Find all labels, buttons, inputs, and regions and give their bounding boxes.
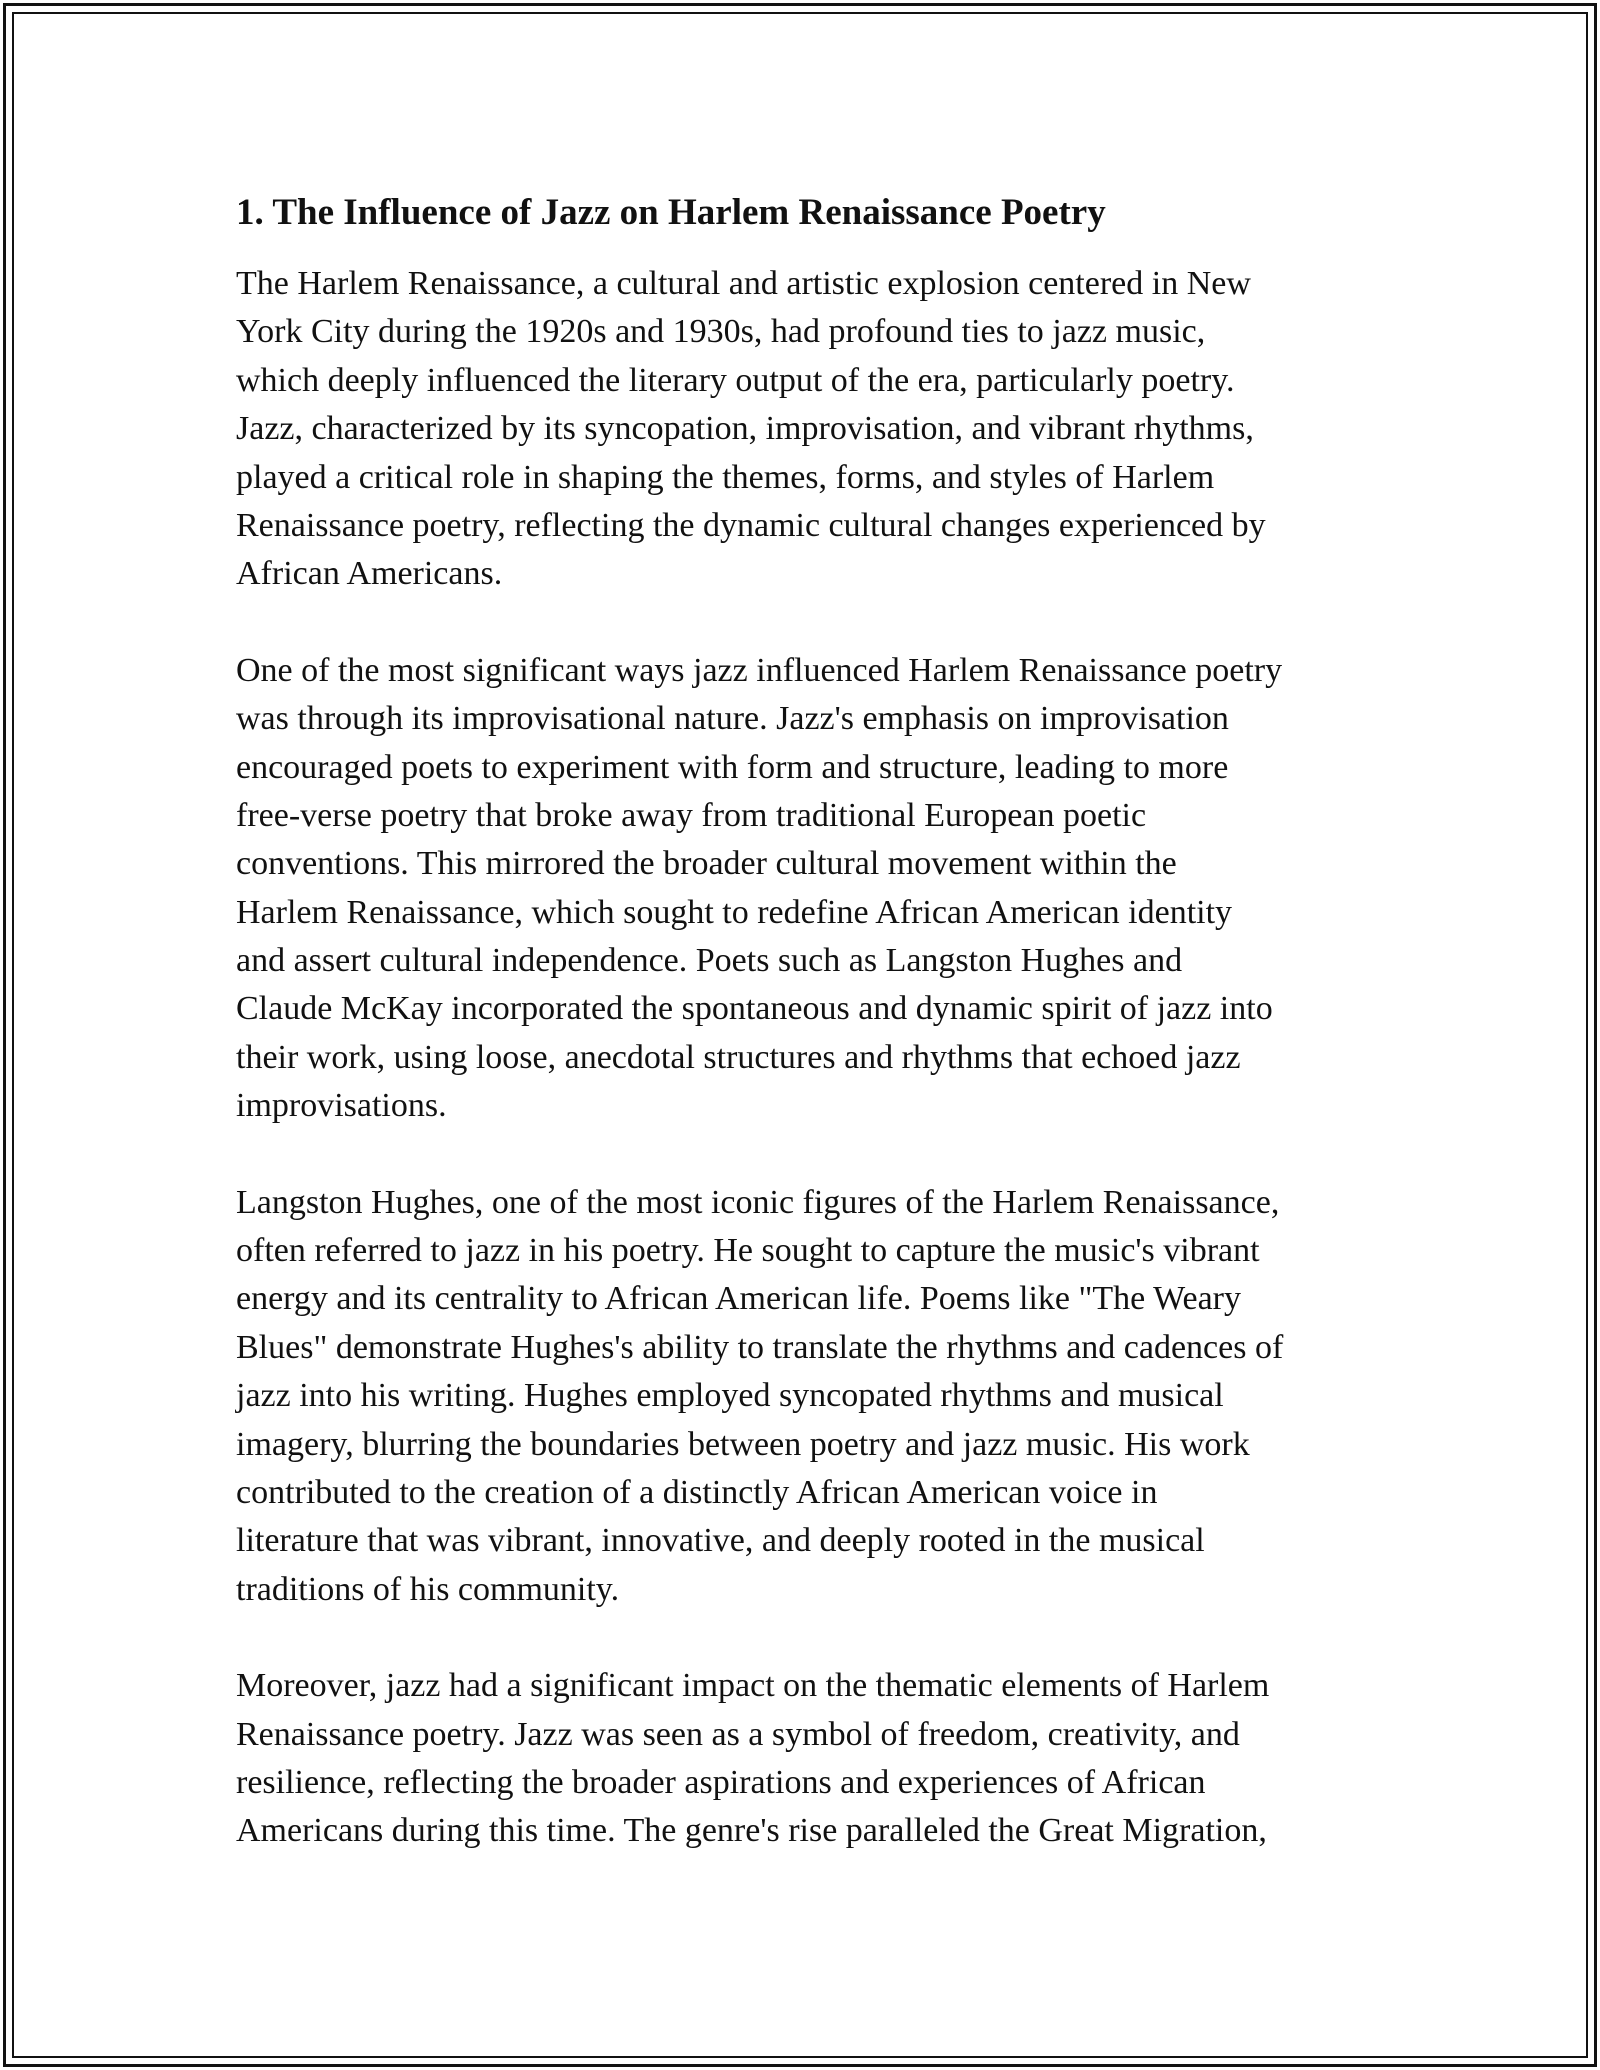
text-line: jazz into his writing. Hughes employed syncopated rhythms and musical bbox=[236, 1377, 1224, 1415]
text-line: was through its improvisational nature. Jazz's emphasis on improvisation bbox=[236, 700, 1229, 738]
text-line: York City during the 1920s and 1930s, had profound ties to jazz music, bbox=[236, 313, 1206, 351]
text-line: Jazz, characterized by its syncopation, improvisation, and vibrant rhythms, bbox=[236, 410, 1254, 448]
text-line: traditions of his community. bbox=[236, 1570, 620, 1608]
text-line: often referred to jazz in his poetry. He sought to capture the music's vibrant bbox=[236, 1232, 1260, 1270]
text-line: Blues" demonstrate Hughes's ability to translate the rhythms and cadences of bbox=[236, 1328, 1284, 1366]
paragraph-1 bbox=[236, 260, 1376, 599]
text-line: Renaissance poetry. Jazz was seen as a symbol of freedom, creativity, and bbox=[236, 1715, 1240, 1753]
text-line: African Americans. bbox=[236, 555, 503, 593]
text-line: encouraged poets to experiment with form and structure, leading to more bbox=[236, 748, 1229, 786]
text-line: played a critical role in shaping the themes, forms, and styles of Harlem bbox=[236, 458, 1215, 496]
text-line: Harlem Renaissance, which sought to redefine African American identity bbox=[236, 893, 1233, 931]
document-body bbox=[236, 186, 1376, 1904]
text-line: resilience, reflecting the broader aspirations and experiences of African bbox=[236, 1763, 1206, 1801]
text-line: literature that was vibrant, innovative, and deeply rooted in the musical bbox=[236, 1522, 1205, 1560]
text-line: conventions. This mirrored the broader cultural movement within the bbox=[236, 845, 1177, 883]
text-line: Claude McKay incorporated the spontaneous and dynamic spirit of jazz into bbox=[236, 990, 1273, 1028]
text-line: Americans during this time. The genre's rise paralleled the Great Migration, bbox=[236, 1812, 1267, 1850]
text-line: contributed to the creation of a distinctly African American voice in bbox=[236, 1473, 1158, 1511]
text-line: improvisations. bbox=[236, 1087, 447, 1125]
section-heading: 1. The Influence of Jazz on Harlem Renaissance Poetry bbox=[236, 192, 1106, 233]
text-line: One of the most significant ways jazz influenced Harlem Renaissance poetry bbox=[236, 651, 1283, 689]
text-line: energy and its centrality to African American life. Poems like "The Weary bbox=[236, 1280, 1242, 1318]
text-line: Renaissance poetry, reflecting the dynamic cultural changes experienced by bbox=[236, 506, 1266, 544]
text-line: imagery, blurring the boundaries between poetry and jazz music. His work bbox=[236, 1425, 1250, 1463]
text-line: The Harlem Renaissance, a cultural and artistic explosion centered in New bbox=[236, 265, 1251, 302]
text-line: their work, using loose, anecdotal structures and rhythms that echoed jazz bbox=[236, 1038, 1241, 1076]
text-line: and assert cultural independence. Poets such as Langston Hughes and bbox=[236, 942, 1183, 980]
text-line: Langston Hughes, one of the most iconic figures of the Harlem Renaissance, bbox=[236, 1183, 1280, 1221]
text-line: free-verse poetry that broke away from traditional European poetic bbox=[236, 796, 1147, 834]
paragraph-3 bbox=[236, 1179, 1376, 1615]
text-line: Moreover, jazz had a significant impact on the thematic elements of Harlem bbox=[236, 1667, 1270, 1705]
paragraph-4 bbox=[236, 1662, 1376, 1856]
paragraph-2 bbox=[236, 647, 1376, 1131]
text-line: which deeply influenced the literary output of the era, particularly poetry. bbox=[236, 361, 1235, 399]
